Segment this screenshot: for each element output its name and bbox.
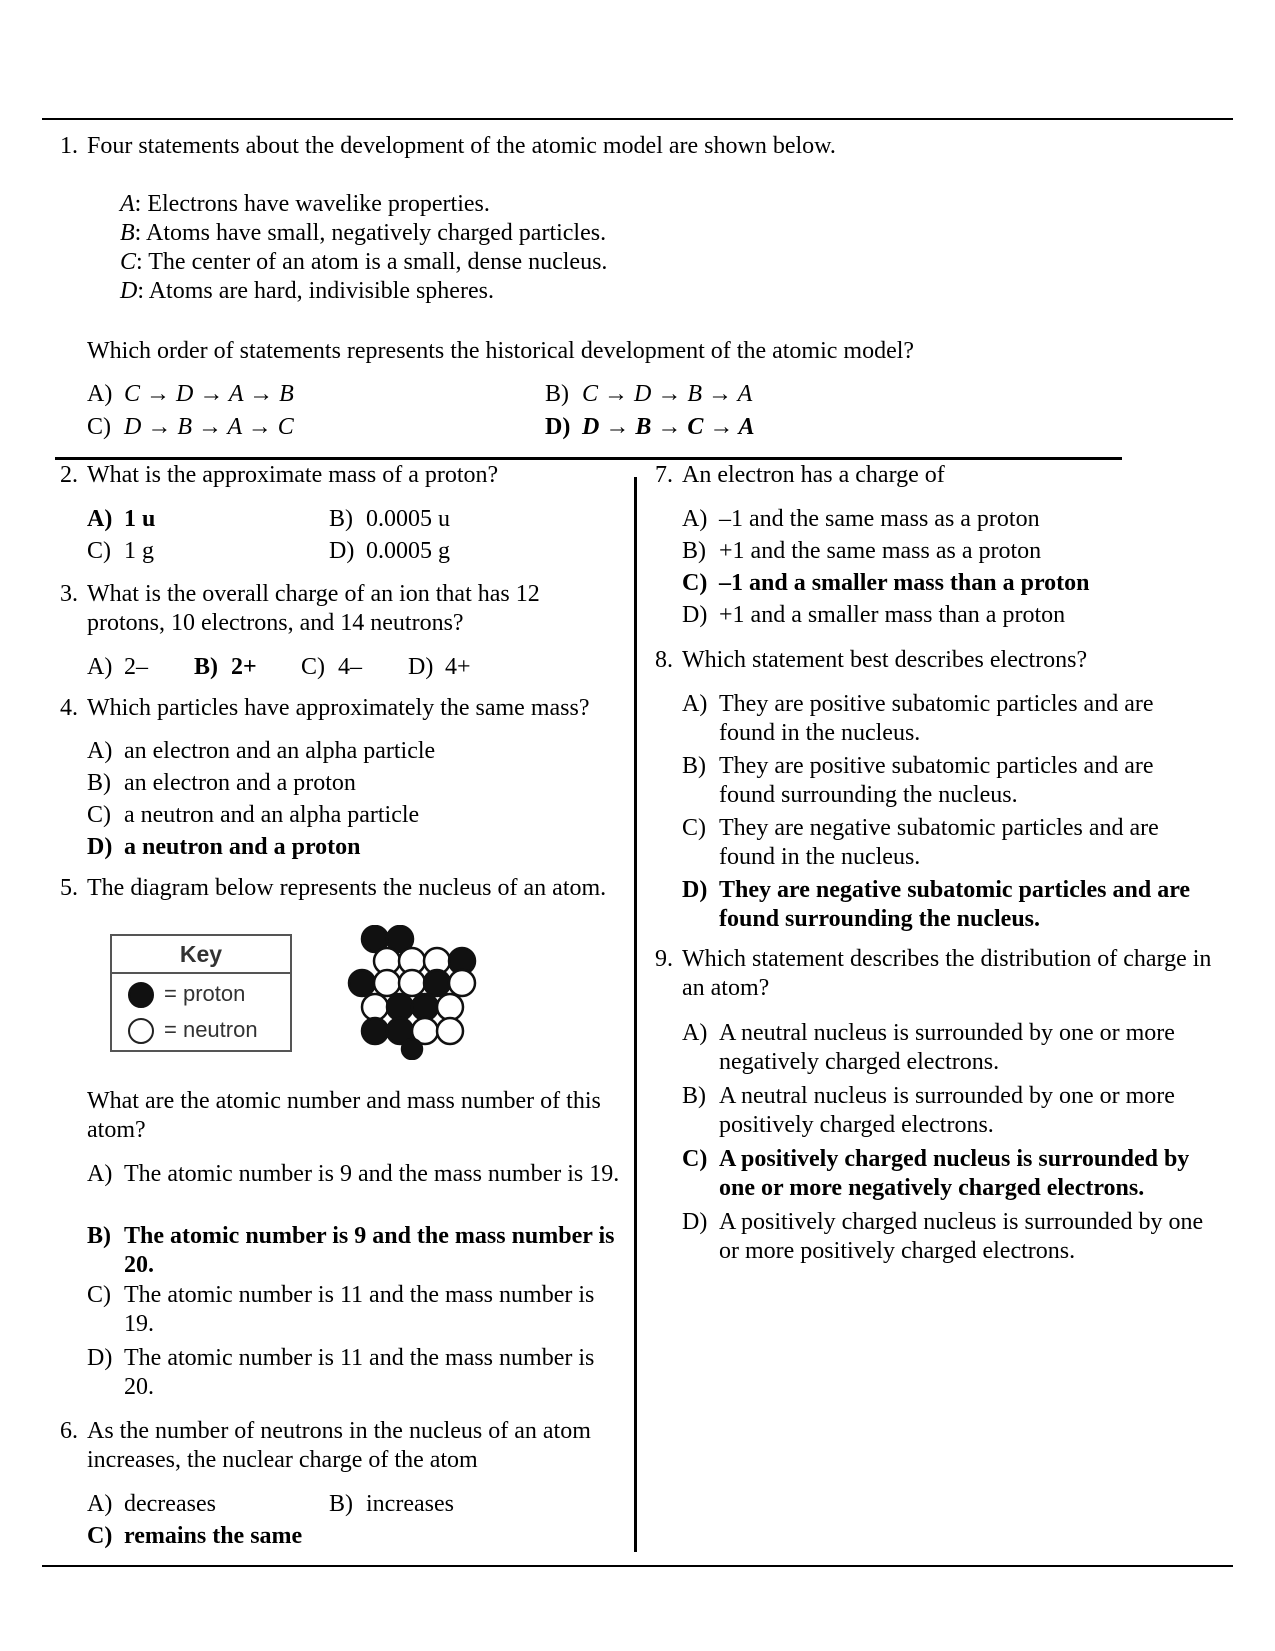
top-rule (42, 118, 1233, 120)
nucleus-diagram (345, 925, 495, 1060)
key-title: Key (112, 936, 290, 974)
option-text: They are negative subatomic particles and are found in the nucleus. (719, 815, 1159, 870)
option-label: B) (329, 506, 353, 532)
answer-option-a[interactable] (682, 1019, 1212, 1077)
option-text: The atomic number is 11 and the mass number is 19. (124, 1282, 595, 1337)
answer-option-b[interactable] (545, 380, 752, 409)
neutron-icon (449, 970, 475, 996)
question-4 (60, 694, 630, 723)
answer-option-c[interactable] (87, 1281, 627, 1339)
answer-option-a-correct[interactable] (87, 505, 155, 534)
statement-letter: C (120, 249, 137, 275)
question-text: Which statement describes the distribution of charge in an atom? (682, 946, 1212, 1001)
option-text: The atomic number is 9 and the mass number is 19. (124, 1161, 620, 1187)
option-text: remains the same (124, 1523, 303, 1549)
diagram-key (110, 934, 292, 1052)
option-label: A) (87, 381, 113, 407)
statement-text: : Atoms are hard, indivisible spheres. (137, 278, 494, 304)
option-text: The atomic number is 11 and the mass number is 20. (124, 1345, 595, 1400)
option-label: A) (87, 1161, 113, 1187)
question-number: 7. (655, 462, 673, 488)
option-label: C) (87, 414, 111, 440)
option-label: A) (87, 506, 113, 532)
answer-option-c[interactable] (87, 801, 419, 830)
answer-option-a[interactable] (682, 690, 1212, 748)
answer-option-a[interactable] (87, 737, 435, 766)
option-label: B) (87, 1223, 111, 1249)
option-label: A) (682, 1020, 708, 1046)
option-label: B) (682, 753, 706, 779)
option-text: decreases (124, 1491, 216, 1517)
option-text: +1 and a smaller mass than a proton (719, 602, 1066, 628)
answer-option-d-correct[interactable] (87, 833, 361, 862)
option-text: A positively charged nucleus is surrounded by one or more negatively charged electrons. (719, 1146, 1190, 1201)
statement-text: : The center of an atom is a small, dense nucleus. (136, 249, 608, 275)
option-text: –1 and a smaller mass than a proton (719, 570, 1090, 596)
answer-option-d-correct[interactable] (682, 876, 1212, 934)
answer-option-b[interactable] (87, 769, 356, 798)
option-text: 4+ (445, 654, 471, 680)
option-text: A neutral nucleus is surrounded by one or more positively charged electrons. (719, 1083, 1175, 1138)
key-proton-row (128, 980, 245, 1008)
option-label: A) (682, 691, 708, 717)
proton-icon (412, 994, 438, 1020)
option-label: D) (87, 1345, 113, 1371)
question-9 (655, 945, 1215, 1003)
option-text: 0.0005 g (366, 538, 450, 564)
answer-option-a[interactable] (87, 653, 148, 682)
answer-option-a[interactable] (87, 1160, 627, 1189)
answer-option-b-correct[interactable] (194, 653, 257, 682)
statement-letter: D (120, 278, 138, 304)
answer-option-b[interactable] (682, 752, 1212, 810)
neutron-icon (437, 994, 463, 1020)
statement-text: : Atoms have small, negatively charged particles. (134, 220, 607, 246)
statement-text: : Electrons have wavelike properties. (134, 191, 490, 217)
key-neutron-label: = neutron (164, 1017, 258, 1042)
question-text: Which statement best describes electrons? (682, 647, 1088, 673)
option-text: 2+ (231, 654, 257, 680)
option-text: 1 g (124, 538, 154, 564)
option-label: D) (329, 538, 355, 564)
option-text: C → D → B → A (582, 381, 753, 407)
answer-option-d[interactable] (682, 601, 1065, 630)
answer-option-d[interactable] (682, 1208, 1212, 1266)
question-8 (655, 646, 1215, 675)
question-text: An electron has a charge of (682, 462, 945, 488)
answer-option-c[interactable] (87, 537, 154, 566)
option-label: D) (682, 877, 708, 903)
answer-option-b[interactable] (329, 1490, 454, 1519)
answer-option-d[interactable] (87, 1344, 627, 1402)
option-label: B) (87, 770, 111, 796)
question-number: 1. (60, 133, 78, 159)
question-number: 8. (655, 647, 673, 673)
answer-option-d[interactable] (408, 653, 471, 682)
question-text: Four statements about the development of the atomic model are shown below. (87, 133, 836, 159)
bottom-rule (42, 1565, 1233, 1567)
option-text: –1 and the same mass as a proton (719, 506, 1040, 532)
neutron-icon (437, 1018, 463, 1044)
option-label: C) (682, 1146, 708, 1172)
question-text: Which particles have approximately the same mass? (87, 695, 590, 721)
option-text: an electron and an alpha particle (124, 738, 436, 764)
option-label: C) (682, 570, 708, 596)
option-text: +1 and the same mass as a proton (719, 538, 1042, 564)
neutron-icon (128, 1018, 154, 1044)
key-neutron-row (128, 1016, 258, 1044)
column-divider (634, 477, 637, 1552)
option-text: 1 u (124, 506, 156, 532)
option-label: D) (545, 414, 571, 440)
question-number: 9. (655, 946, 673, 972)
proton-icon (349, 970, 375, 996)
answer-option-b-correct[interactable] (87, 1222, 627, 1280)
option-text: The atomic number is 9 and the mass number is 20. (124, 1223, 615, 1278)
option-text: D → B → A → C (124, 414, 294, 440)
answer-option-c-correct[interactable] (682, 1145, 1212, 1203)
answer-option-c[interactable] (682, 814, 1212, 872)
option-text: They are positive subatomic particles and are found surrounding the nucleus. (719, 753, 1154, 808)
question-text: The diagram below represents the nucleus of an atom. (87, 875, 607, 901)
option-text: They are positive subatomic particles and are found in the nucleus. (719, 691, 1154, 746)
question-3 (60, 580, 580, 638)
proton-icon (424, 970, 450, 996)
answer-option-d-correct[interactable] (545, 413, 754, 442)
statement-letter: B (120, 220, 135, 246)
answer-option-d[interactable] (329, 537, 450, 566)
question-1 (60, 132, 1160, 161)
answer-option-c[interactable] (301, 653, 362, 682)
statement-b (120, 219, 606, 248)
option-label: A) (682, 506, 708, 532)
option-label: D) (87, 834, 113, 860)
option-label: C) (87, 1282, 111, 1308)
question-number: 2. (60, 462, 78, 488)
option-label: A) (87, 738, 113, 764)
option-label: C) (301, 654, 325, 680)
neutron-icon (399, 970, 425, 996)
question-5 (60, 874, 640, 903)
option-text: A neutral nucleus is surrounded by one or more negatively charged electrons. (719, 1020, 1175, 1075)
answer-option-b[interactable] (682, 537, 1041, 566)
proton-icon (387, 994, 413, 1020)
option-label: D) (682, 1209, 708, 1235)
answer-option-b[interactable] (682, 1082, 1212, 1140)
option-text: 0.0005 u (366, 506, 450, 532)
option-label: B) (329, 1491, 353, 1517)
answer-option-a[interactable] (682, 505, 1040, 534)
answer-option-c[interactable] (87, 413, 294, 442)
question-7 (655, 461, 1215, 490)
answer-option-a[interactable] (87, 380, 294, 409)
question-number: 5. (60, 875, 78, 901)
option-text: 4– (338, 654, 362, 680)
answer-option-a[interactable] (87, 1490, 216, 1519)
statement-d (120, 277, 494, 306)
option-label: B) (682, 538, 706, 564)
question-text: What is the overall charge of an ion that has 12 protons, 10 electrons, and 14 neutrons? (87, 581, 540, 636)
option-label: C) (87, 1523, 113, 1549)
question-2 (60, 461, 630, 490)
option-label: B) (545, 381, 569, 407)
option-text: C → D → A → B (124, 381, 294, 407)
question-number: 6. (60, 1418, 78, 1444)
neutron-icon (374, 970, 400, 996)
answer-option-c-correct[interactable] (87, 1522, 302, 1551)
proton-icon (402, 1039, 422, 1059)
option-label: A) (87, 654, 113, 680)
statement-letter: A (120, 191, 135, 217)
option-label: D) (682, 602, 708, 628)
question-text: What is the approximate mass of a proton? (87, 462, 499, 488)
option-text: an electron and a proton (124, 770, 356, 796)
proton-icon (362, 1018, 388, 1044)
option-label: C) (682, 815, 706, 841)
option-text: A positively charged nucleus is surrounded by one or more positively charged electrons. (719, 1209, 1204, 1264)
question-prompt: Which order of statements represents the historical development of the atomic model? (87, 338, 915, 364)
option-text: a neutron and an alpha particle (124, 802, 420, 828)
option-label: B) (194, 654, 218, 680)
neutron-icon (362, 994, 388, 1020)
proton-icon (128, 982, 154, 1008)
answer-option-b[interactable] (329, 505, 450, 534)
option-text: a neutron and a proton (124, 834, 361, 860)
question-prompt: What are the atomic number and mass number of this atom? (87, 1088, 601, 1143)
statement-a (120, 190, 490, 219)
option-text: 2– (124, 654, 148, 680)
option-label: B) (682, 1083, 706, 1109)
section-rule (55, 457, 1122, 460)
question-number: 4. (60, 695, 78, 721)
option-text: increases (366, 1491, 454, 1517)
option-label: A) (87, 1491, 113, 1517)
statement-c (120, 248, 607, 277)
option-label: C) (87, 802, 111, 828)
option-text: They are negative subatomic particles and are found surrounding the nucleus. (719, 877, 1191, 932)
answer-option-c-correct[interactable] (682, 569, 1090, 598)
question-number: 3. (60, 581, 78, 607)
key-proton-label: = proton (164, 981, 246, 1006)
option-label: C) (87, 538, 111, 564)
option-label: D) (408, 654, 434, 680)
question-6 (60, 1417, 630, 1475)
option-text: D → B → C → A (582, 414, 755, 440)
question-text: As the number of neutrons in the nucleus of an atom increases, the nuclear charge of the atom (87, 1418, 591, 1473)
